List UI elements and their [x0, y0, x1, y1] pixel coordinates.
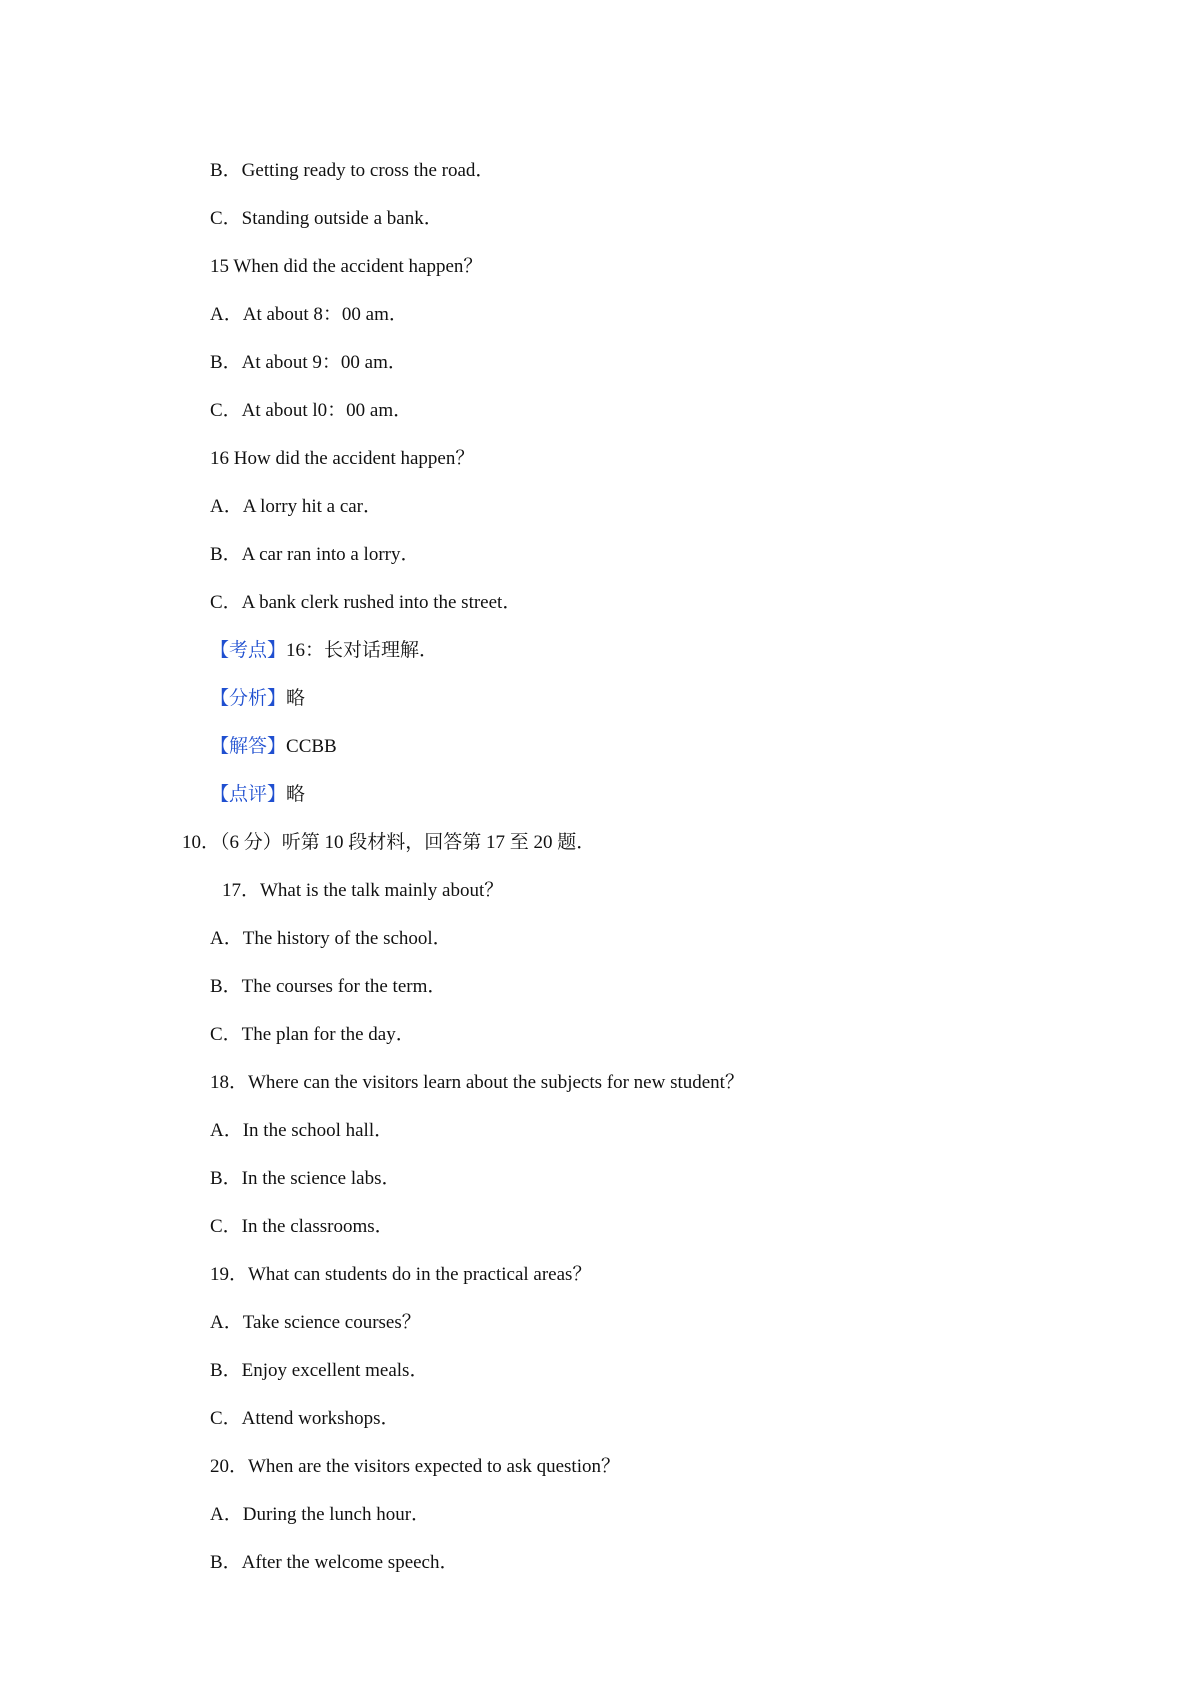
- dianping-row: [210, 782, 305, 808]
- kaodian-text: 16：长对话理解．: [286, 640, 439, 661]
- q16-option-a: A．A lorry hit a car．: [210, 496, 383, 517]
- q14-option-c: C．Standing outside a bank．: [210, 208, 443, 229]
- q16-stem: 16 How did the accident happen？: [210, 448, 475, 469]
- kaodian-tag: 【考点】: [210, 640, 287, 661]
- q15-stem: 15 When did the accident happen？: [210, 256, 483, 277]
- q17-option-a: A．The history of the school．: [210, 928, 452, 949]
- jieda-text: CCBB: [286, 736, 337, 757]
- q10-heading: 10．（6 分）听第 10 段材料，回答第 17 至 20 题．: [182, 832, 596, 853]
- fenxi-row: [210, 686, 305, 712]
- q18-option-c: C．In the classrooms．: [210, 1216, 394, 1237]
- jieda-tag: 【解答】: [210, 736, 287, 757]
- q17-stem: 17．What is the talk mainly about？: [222, 880, 504, 901]
- dianping-text: 略: [286, 784, 306, 805]
- fenxi-tag: 【分析】: [210, 688, 287, 709]
- q17-option-c: C．The plan for the day．: [210, 1024, 415, 1045]
- q18-option-b: B．In the science labs．: [210, 1168, 401, 1189]
- q15-option-a: A．At about 8：00 am．: [210, 304, 408, 325]
- q20-option-b: B．After the welcome speech．: [210, 1552, 459, 1573]
- kaodian-row: [210, 638, 438, 664]
- q15-option-c: C．At about l0：00 am．: [210, 400, 413, 421]
- q19-option-b: B．Enjoy excellent meals．: [210, 1360, 429, 1381]
- q19-option-a: A．Take science courses？: [210, 1312, 421, 1333]
- q16-option-c: C．A bank clerk rushed into the street．: [210, 592, 522, 613]
- q18-stem: 18．Where can the visitors learn about the subjects for new student？: [210, 1072, 744, 1093]
- q16-option-b: B．A car ran into a lorry．: [210, 544, 420, 565]
- fenxi-text: 略: [286, 688, 306, 709]
- q19-option-c: C．Attend workshops．: [210, 1408, 400, 1429]
- jieda-row: [210, 734, 337, 760]
- q17-option-b: B．The courses for the term．: [210, 976, 447, 997]
- q19-stem: 19．What can students do in the practical areas？: [210, 1264, 592, 1285]
- q20-stem: 20．When are the visitors expected to ask question？: [210, 1456, 620, 1477]
- q20-option-a: A．During the lunch hour．: [210, 1504, 431, 1525]
- q15-option-b: B．At about 9：00 am．: [210, 352, 407, 373]
- q18-option-a: A．In the school hall．: [210, 1120, 394, 1141]
- dianping-tag: 【点评】: [210, 784, 287, 805]
- q14-option-b: B．Getting ready to cross the road．: [210, 160, 495, 181]
